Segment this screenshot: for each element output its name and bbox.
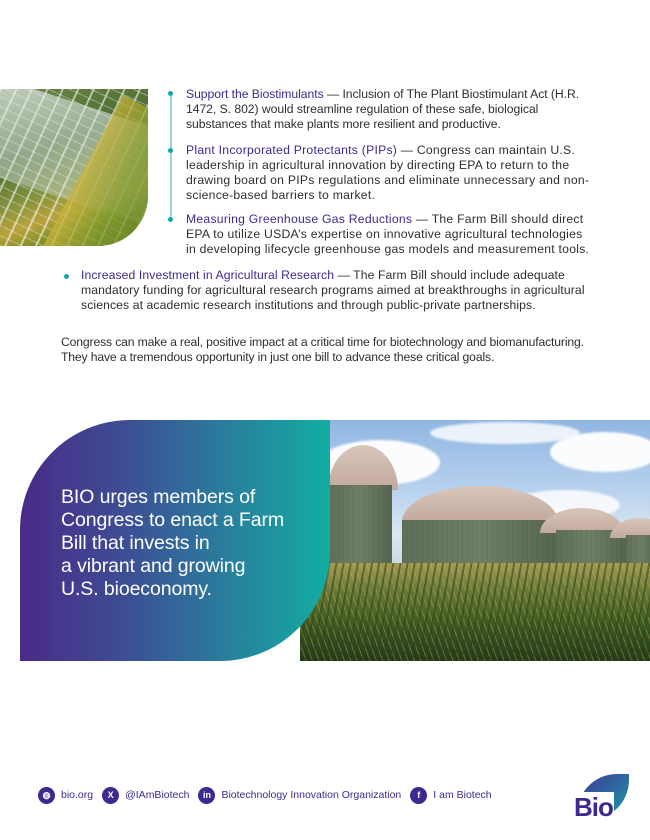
biogas-photo [300,420,650,661]
callout-line: Congress to enact a Farm [61,509,285,531]
globe-icon: ◍ [38,787,55,804]
x-twitter-icon: X [102,787,119,804]
bullet-lead: Plant Incorporated Protectants (PIPs) [186,143,398,157]
callout-line: BIO urges members of [61,486,256,508]
bullet-greenhouse-gas [186,212,590,257]
timeline-dot [168,148,173,153]
closing-paragraph: Congress can make a real, positive impact at a critical time for biotechnology and biomanufacturing. They have a tremendous opportunity in just one bill to advance these critical goals. [61,335,584,364]
footer-link-label: bio.org [61,789,94,801]
cloud [550,432,650,472]
bullet-lead: Increased Investment in Agricultural Research [81,268,335,282]
timeline-dot [168,217,173,222]
footer-link-label: Biotechnology Innovation Organization [221,789,402,801]
callout-line: U.S. bioeconomy. [61,578,212,600]
callout-line: a vibrant and growing [61,555,246,577]
footer-link-label: I am Biotech [433,789,492,801]
bullet-lead: Support the Biostimulants [186,87,324,101]
bullet-dot [64,274,69,279]
timeline-line [170,93,172,219]
footer-link-linkedin[interactable] [198,787,401,804]
bullet-lead: Measuring Greenhouse Gas Reductions [186,212,413,226]
callout-text [61,486,321,601]
greenhouse-image [0,89,148,246]
footer-social [38,786,501,804]
callout-line: Bill that invests in [61,532,210,554]
timeline-dot [168,91,173,96]
bullet-text: — Congress can maintain U.S. leadership in agricultural innovation by directing EPA to return to the drawing board on PIPs regulations and eliminate unnecessary and non-science-based barriers to market. [186,143,590,202]
footer-link-x[interactable] [102,787,189,804]
cornfield [300,563,650,661]
bullet-biostimulants [186,87,590,132]
footer-link-facebook[interactable] [410,787,491,804]
linkedin-icon: in [198,787,215,804]
bullet-ag-research [81,268,593,313]
bullet-text: — The Farm Bill should direct EPA to utilize USDA’s expertise on innovative agricultural technologies in developing lifecycle greenhouse gas models and measurement tools. [186,212,590,256]
facebook-icon: f [410,787,427,804]
bullet-text: — Inclusion of The Plant Biostimulant Act (H.R. 1472, S. 802) would streamline regulation of these safe, biological substances that make plants more resilient and productive. [186,87,580,131]
bio-logo [573,774,629,820]
footer-link-website[interactable] [38,787,93,804]
logo-wordmark: Bio [574,792,613,822]
bullet-pips [186,143,590,203]
bullet-text: — The Farm Bill should include adequate mandatory funding for agricultural research programs aimed at breakthroughs in agricultural sciences at academic research institutions and through public-private partnerships. [81,268,585,312]
footer-link-label: @IAmBiotech [125,789,190,801]
